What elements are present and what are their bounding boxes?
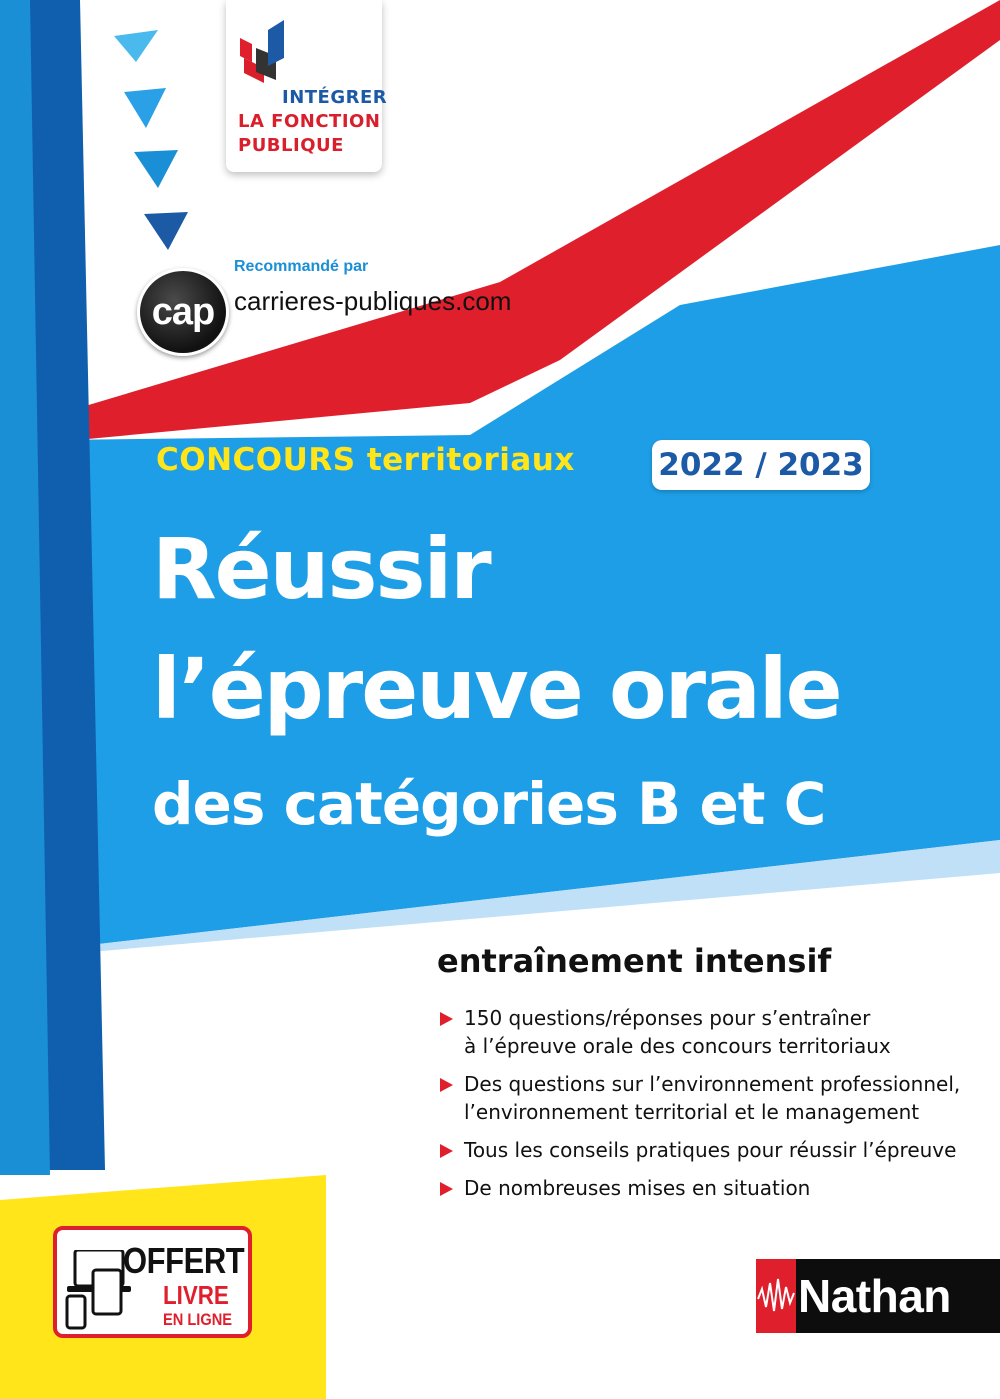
online-book-offer: [53, 1226, 252, 1338]
publisher-logo: [756, 1259, 1000, 1333]
cap-logo: cap: [137, 268, 229, 356]
list-item-text: 150 questions/réponses pour s’entraîner à l’épreuve orale des concours territoriaux: [464, 1006, 891, 1058]
list-item-text: Des questions sur l’environnement professionnel, l’environnement territorial et le management: [464, 1072, 961, 1124]
list-item: [438, 1004, 978, 1060]
offer-title: OFFERT: [123, 1240, 245, 1281]
arrow-shape: [114, 30, 158, 62]
category-label: CONCOURS territoriaux: [156, 442, 575, 478]
title-line-2: l’épreuve orale: [152, 640, 841, 738]
cap-website: carrieres-publiques.com: [234, 286, 512, 316]
subtitle: entraînement intensif: [437, 942, 832, 980]
publisher-name: Nathan: [798, 1270, 951, 1322]
title-line-1: Réussir: [152, 520, 490, 618]
arrow-shape: [124, 88, 166, 128]
arrow-shape: [134, 150, 178, 188]
list-item: [438, 1136, 978, 1164]
list-item: [438, 1174, 978, 1202]
list-item-text: Tous les conseils pratiques pour réussir l’épreuve: [464, 1138, 957, 1162]
list-item: [438, 1070, 978, 1126]
series-line-1: INTÉGRER: [282, 87, 388, 108]
arrow-shape: [144, 212, 188, 250]
bullet-triangle-icon: [440, 1144, 453, 1158]
feature-list: [438, 1004, 978, 1212]
series-line-3: PUBLIQUE: [238, 135, 344, 156]
series-line-2: LA FONCTION: [238, 111, 381, 132]
year-badge: 2022 / 2023: [652, 440, 870, 490]
bullet-triangle-icon: [440, 1182, 453, 1196]
bullet-triangle-icon: [440, 1078, 453, 1092]
series-name: [238, 86, 388, 158]
bullet-triangle-icon: [440, 1012, 453, 1026]
offer-line-2: LIVRE: [163, 1280, 229, 1310]
title-line-3: des catégories B et C: [152, 770, 826, 838]
series-logo: [226, 0, 388, 172]
list-item-text: De nombreuses mises en situation: [464, 1176, 811, 1200]
offer-line-3: EN LIGNE: [163, 1310, 233, 1329]
recommended-label: Recommandé par: [234, 258, 369, 275]
series-flag-icon: [234, 18, 294, 88]
publisher-mark-icon: [756, 1259, 796, 1333]
